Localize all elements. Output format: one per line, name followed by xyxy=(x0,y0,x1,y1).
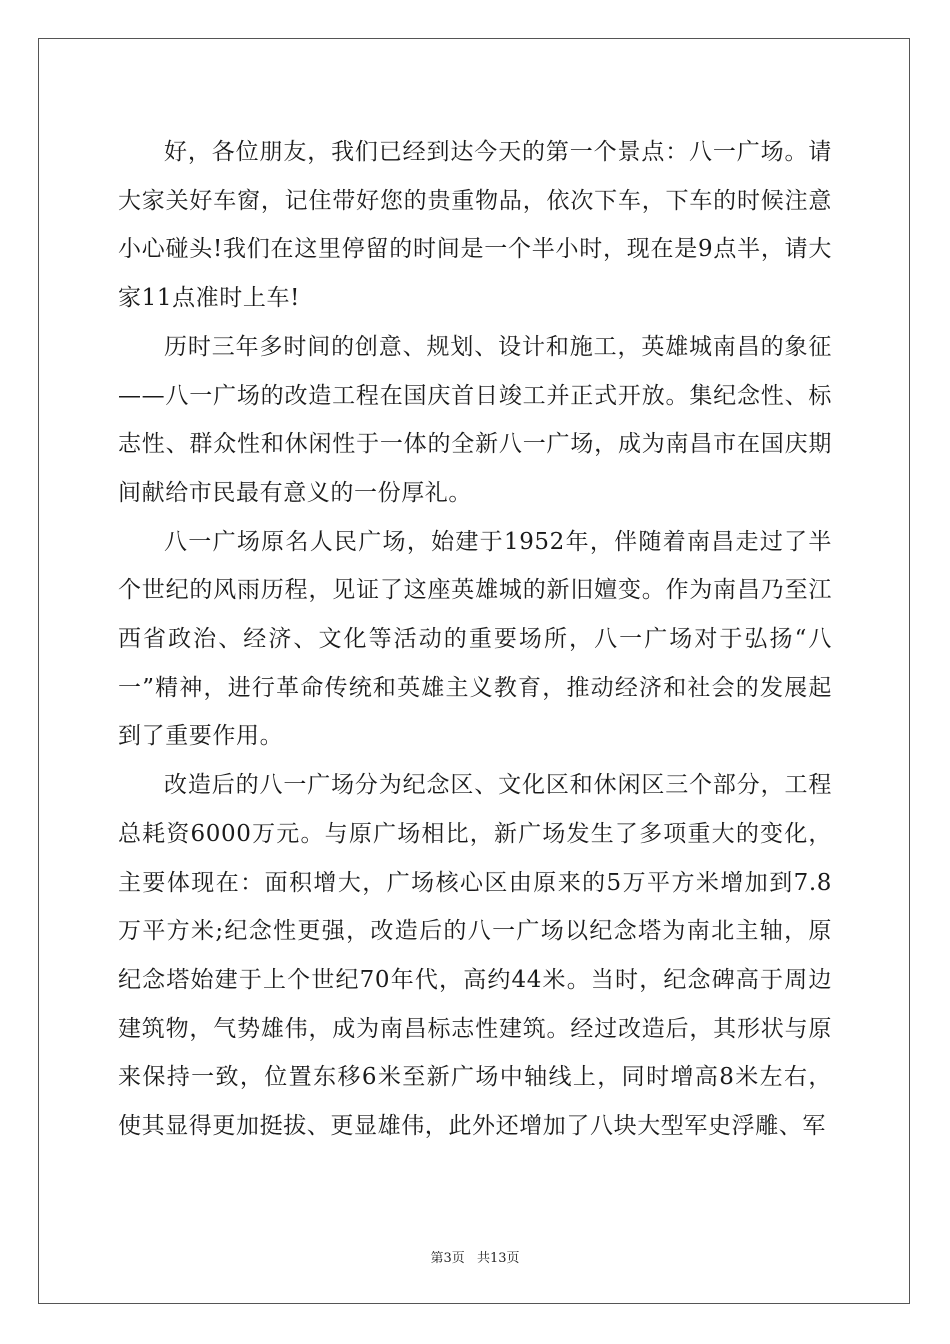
page-footer xyxy=(0,1247,950,1266)
paragraph-3: 八一广场原名人民广场，始建于1952年，伴随着南昌走过了半个世纪的风雨历程，见证了这座英雄城的新旧嬗变。作为南昌乃至江西省政治、经济、文化等活动的重要场所，八一广场对于弘扬“八一”精神，进行革命传统和英雄主义教育，推动经济和社会的发展起到了重要作用。 xyxy=(118,528,832,750)
paragraph-4: 改造后的八一广场分为纪念区、文化区和休闲区三个部分，工程总耗资6000万元。与原广场相比，新广场发生了多项重大的变化，主要体现在：面积增大，广场核心区由原来的5万平方米增加到7.8万平方米;纪念性更强，改造后的八一广场以纪念塔为南北主轴，原纪念塔始建于上个世纪70年代，高约44米。当时，纪念碑高于周边建筑物，气势雄伟，成为南昌标志性建筑。经过改造后，其形状与原来保持一致，位置东移6米至新广场中轴线上，同时增高8米左右，使其显得更加挺拔、更显雄伟，此外还增加了八块大型军史浮雕、军 xyxy=(118,772,832,1140)
page-number: 第3页 xyxy=(430,1251,465,1266)
paragraph-1: 好，各位朋友，我们已经到达今天的第一个景点：八一广场。请大家关好车窗，记住带好您的贵重物品，依次下车，下车的时候注意小心碰头!我们在这里停留的时间是一个半小时，现在是9点半，请大家11点准时上车! xyxy=(118,139,832,312)
paragraph-2: 历时三年多时间的创意、规划、设计和施工，英雄城南昌的象征——八一广场的改造工程在国庆首日竣工并正式开放。集纪念性、标志性、群众性和休闲性于一体的全新八一广场，成为南昌市在国庆期间献给市民最有意义的一份厚礼。 xyxy=(118,333,832,506)
document-body xyxy=(118,128,832,1151)
page-total: 共13页 xyxy=(476,1251,520,1266)
